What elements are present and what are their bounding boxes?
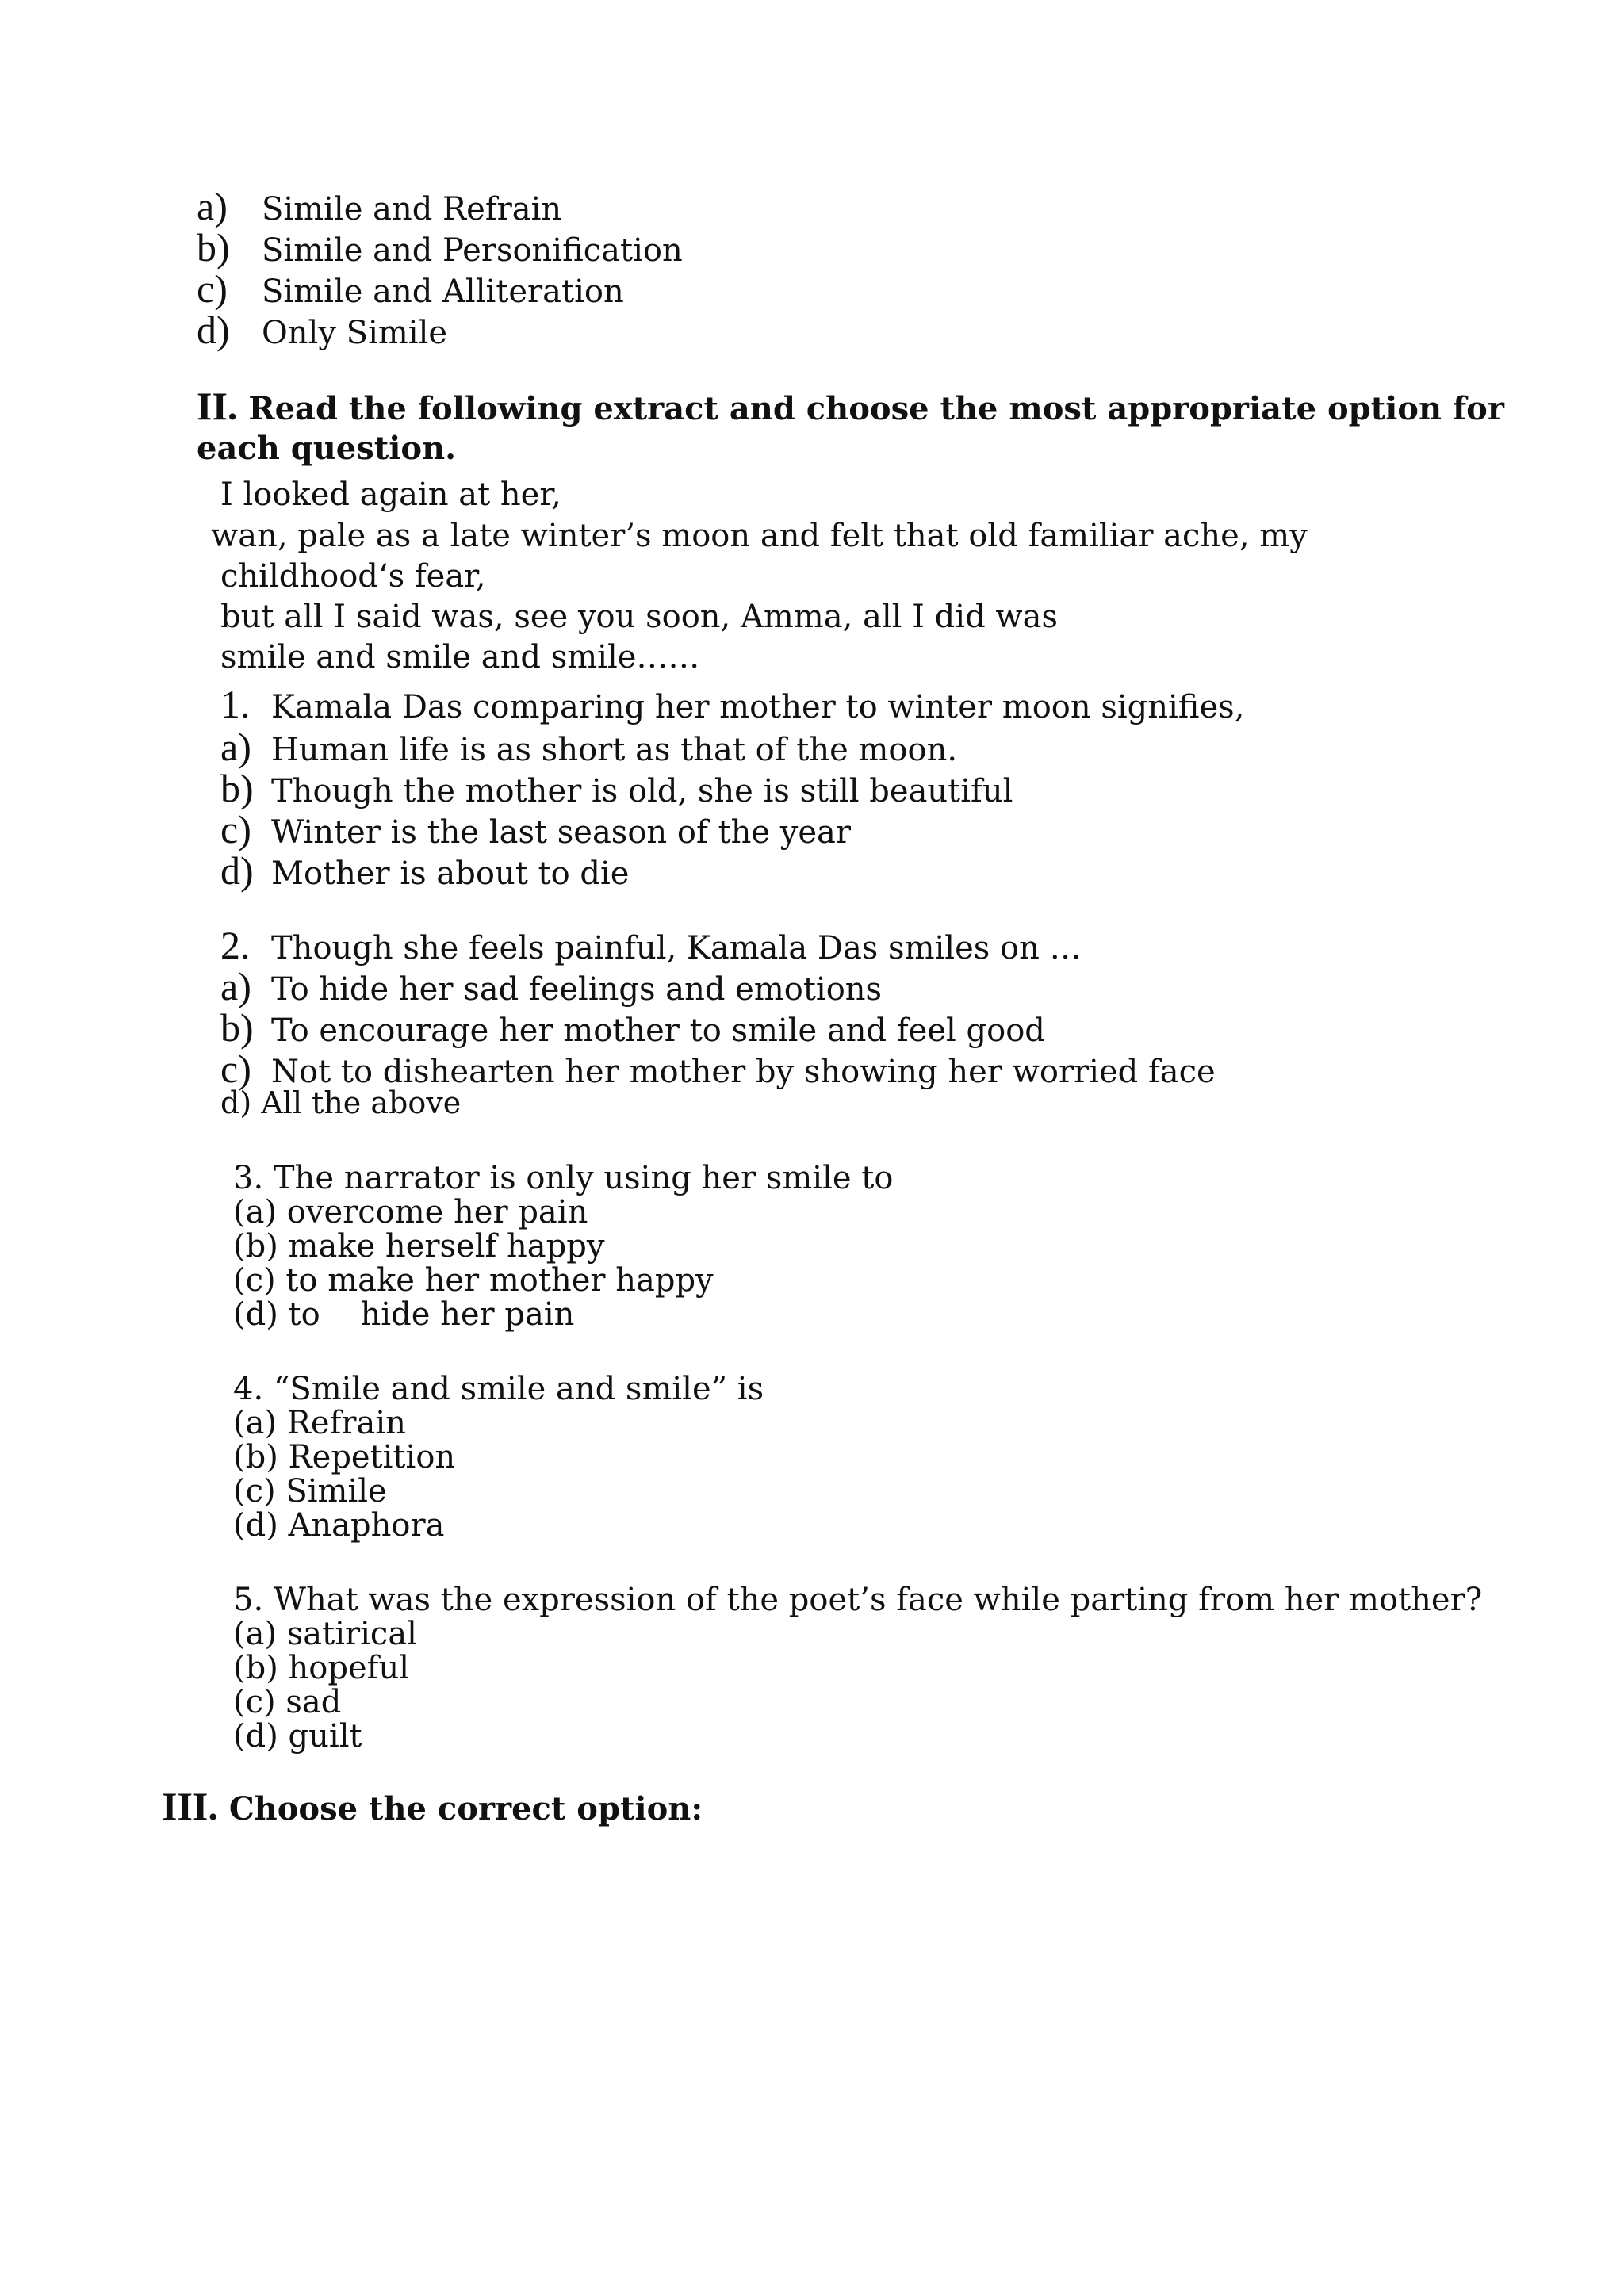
extract-line-3: childhood‘s fear, xyxy=(220,558,486,595)
q2-option-d: d) All the above xyxy=(220,1085,462,1120)
extract-line-4: but all I said was, see you soon, Amma, all I did was xyxy=(220,599,1058,635)
q2-option-c: c) Not to dishearten her mother by showing her worried face xyxy=(220,1047,1216,1091)
q3-option-c: (c) to make her mother happy xyxy=(233,1262,714,1299)
q5-option-c: (c) sad xyxy=(233,1684,342,1720)
question-5: 5. What was the expression of the poet’s face while parting from her mother? xyxy=(233,1582,1483,1618)
q4-option-a: (a) Refrain xyxy=(233,1405,406,1441)
extract-line-2: wan, pale as a late winter’s moon and felt that old familiar ache, my xyxy=(211,518,1308,554)
q5-option-b: (b) hopeful xyxy=(233,1650,410,1686)
q5-option-a: (a) satirical xyxy=(233,1616,417,1652)
option-b: b) Simile and Personification xyxy=(197,225,683,270)
question-3: 3. The narrator is only using her smile to xyxy=(233,1160,894,1196)
option-c: c) Simile and Alliteration xyxy=(197,266,624,311)
q3-option-b: (b) make herself happy xyxy=(233,1228,605,1265)
question-1: 1. Kamala Das comparing her mother to winter moon signifies, xyxy=(220,682,1245,726)
q4-option-b: (b) Repetition xyxy=(233,1439,456,1475)
option-a: a) Simile and Refrain xyxy=(197,184,562,228)
section-3-heading: III. Choose the correct option: xyxy=(162,1784,703,1828)
q4-option-c: (c) Simile xyxy=(233,1473,387,1510)
q1-option-c: c) Winter is the last season of the year xyxy=(220,807,851,851)
section-2-heading-cont: each question. xyxy=(197,430,457,467)
q1-option-d: d) Mother is about to die xyxy=(220,848,630,893)
question-2: 2. Though she feels painful, Kamala Das smiles on … xyxy=(220,923,1082,967)
extract-line-5: smile and smile and smile…… xyxy=(220,639,700,675)
q1-option-b: b) Though the mother is old, she is still beautiful xyxy=(220,766,1013,810)
q4-option-d: (d) Anaphora xyxy=(233,1507,445,1544)
q3-option-a: (a) overcome her pain xyxy=(233,1194,588,1230)
q2-option-b: b) To encourage her mother to smile and feel good xyxy=(220,1005,1045,1050)
q3-option-d: (d) to hide her pain xyxy=(233,1296,575,1333)
option-d: d) Only Simile xyxy=(197,308,448,352)
q2-option-a: a) To hide her sad feelings and emotions xyxy=(220,964,883,1008)
q1-option-a: a) Human life is as short as that of the moon. xyxy=(220,725,958,769)
extract-line-1: I looked again at her, xyxy=(220,476,561,513)
q5-option-d: (d) guilt xyxy=(233,1718,362,1755)
section-2-heading: II. Read the following extract and choose the most appropriate option for xyxy=(197,384,1504,428)
question-4: 4. “Smile and smile and smile” is xyxy=(233,1371,764,1407)
